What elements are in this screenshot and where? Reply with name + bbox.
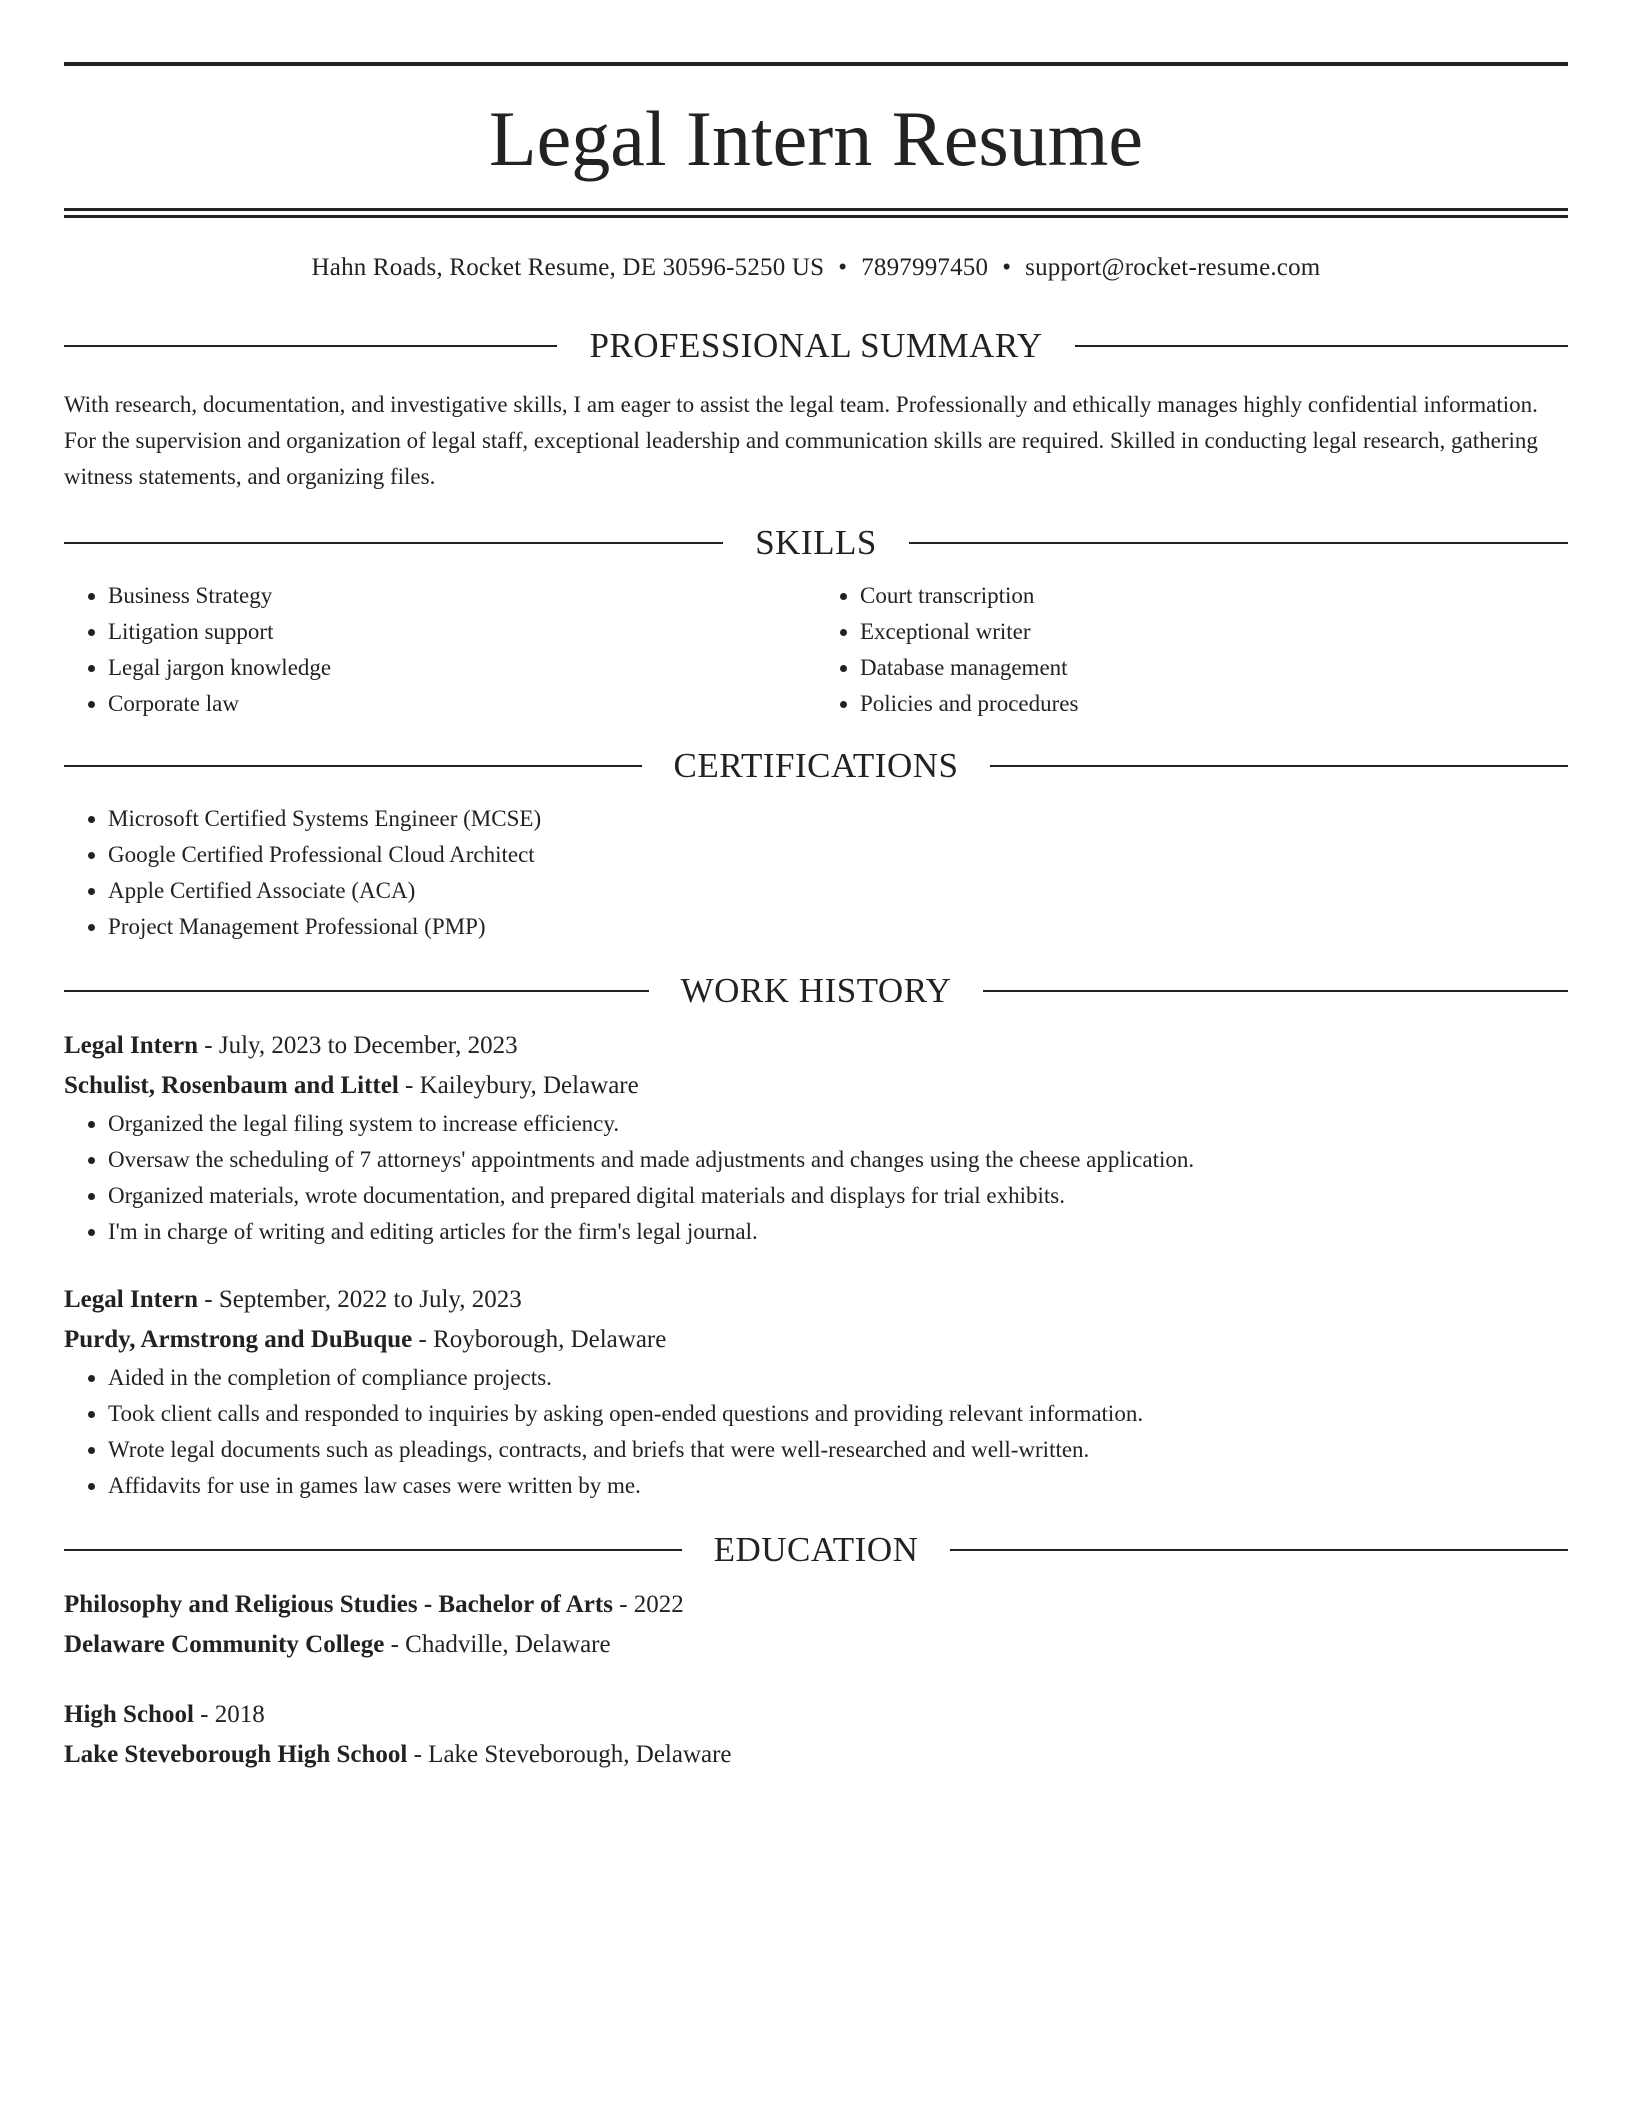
skill-item: • Court transcription (860, 578, 1568, 614)
education-school-line (64, 1625, 1568, 1665)
job-dates: - September, 2022 to July, 2023 (198, 1286, 522, 1313)
skill-item: • Corporate law (108, 686, 816, 722)
section-heading-education (64, 1532, 1568, 1567)
heading-rule (64, 1549, 682, 1551)
job-duty-item: • Affidavits for use in games law cases were written by me. (108, 1468, 1568, 1504)
education-location: - Chadville, Delaware (384, 1631, 611, 1658)
skill-item: • Database management (860, 650, 1568, 686)
job-duty-item: • Oversaw the scheduling of 7 attorneys' appointments and made adjustments and changes using the cheese application. (108, 1142, 1568, 1178)
education-heading: EDUCATION (713, 1530, 919, 1569)
section-heading-work (64, 973, 1568, 1008)
top-rule (64, 62, 1568, 66)
job-duty-item: • Aided in the completion of compliance projects. (108, 1360, 1568, 1396)
education-degree: High School (64, 1701, 194, 1728)
education-school: Lake Steveborough High School (64, 1741, 408, 1768)
job-duties-list (64, 1106, 1568, 1250)
job-entry (64, 1026, 1568, 1250)
job-company: Purdy, Armstrong and DuBuque (64, 1326, 413, 1353)
certification-item: • Project Management Professional (PMP) (108, 909, 1568, 945)
certification-item: • Microsoft Certified Systems Engineer (MCSE) (108, 801, 1568, 837)
heading-rule (909, 542, 1568, 544)
contact-email: support@rocket-resume.com (1025, 254, 1321, 281)
heading-rule (1075, 345, 1568, 347)
certifications-list (64, 801, 1568, 945)
skill-item: • Legal jargon knowledge (108, 650, 816, 686)
job-duty-item: • Took client calls and responded to inquiries by asking open-ended questions and providing relevant information. (108, 1396, 1568, 1432)
work-heading: WORK HISTORY (680, 971, 952, 1010)
job-duty-item: • I'm in charge of writing and editing articles for the firm's legal journal. (108, 1214, 1568, 1250)
heading-rule (64, 990, 649, 992)
skills-column-left (64, 578, 816, 722)
skill-item: • Policies and procedures (860, 686, 1568, 722)
skills-list-right (816, 578, 1568, 722)
education-location: - Lake Steveborough, Delaware (407, 1741, 732, 1768)
job-org-line (64, 1320, 1568, 1360)
skill-item: • Litigation support (108, 614, 816, 650)
job-entry (64, 1280, 1568, 1504)
job-duty-item: • Organized materials, wrote documentation, and prepared digital materials and displays for trial exhibits. (108, 1178, 1568, 1214)
job-title: Legal Intern (64, 1286, 199, 1313)
job-duty-item: • Wrote legal documents such as pleadings, contracts, and briefs that were well-researched and well-written. (108, 1432, 1568, 1468)
summary-text: With research, documentation, and investigative skills, I am eager to assist the legal team. Professionally and ethically manages highly confidential information. For the supervision and organization of legal staff, exceptional leadership and communication skills are required. Skilled in conducting legal research, gathering witness statements, and organizing files. (64, 392, 1538, 489)
job-title-line (64, 1280, 1568, 1320)
title-double-rule (64, 208, 1568, 218)
education-degree-line (64, 1585, 1568, 1625)
resume-title: Legal Intern Resume (488, 95, 1144, 182)
heading-rule (64, 765, 642, 767)
contact-line (64, 254, 1568, 282)
education-entry (64, 1585, 1568, 1665)
section-heading-certifications (64, 748, 1568, 783)
summary-heading: PROFESSIONAL SUMMARY (589, 326, 1043, 365)
job-location: - Royborough, Delaware (412, 1326, 667, 1353)
education-school: Delaware Community College (64, 1631, 385, 1658)
section-heading-summary (64, 328, 1568, 363)
skills-column-right (816, 578, 1568, 722)
education-school-line (64, 1735, 1568, 1775)
skills-grid (64, 578, 1568, 722)
job-dates: - July, 2023 to December, 2023 (198, 1032, 518, 1059)
contact-address: Hahn Roads, Rocket Resume, DE 30596-5250 US (311, 254, 825, 281)
education-year: - 2018 (193, 1701, 265, 1728)
job-duties-list (64, 1360, 1568, 1504)
skills-heading: SKILLS (755, 523, 877, 562)
certifications-heading: CERTIFICATIONS (673, 746, 959, 785)
heading-rule (983, 990, 1568, 992)
education-entry (64, 1695, 1568, 1775)
contact-separator: • (1002, 254, 1012, 281)
heading-rule (950, 1549, 1568, 1551)
skill-item: • Business Strategy (108, 578, 816, 614)
education-degree-line (64, 1695, 1568, 1735)
contact-phone: 7897997450 (861, 254, 989, 281)
job-org-line (64, 1066, 1568, 1106)
heading-rule (64, 542, 723, 544)
education-year: - 2022 (612, 1591, 684, 1618)
section-heading-skills (64, 525, 1568, 560)
job-company: Schulist, Rosenbaum and Littel (64, 1072, 399, 1099)
job-title: Legal Intern (64, 1032, 199, 1059)
heading-rule (64, 345, 557, 347)
heading-rule (990, 765, 1568, 767)
skill-item: • Exceptional writer (860, 614, 1568, 650)
education-degree: Philosophy and Religious Studies - Bachelor of Arts (64, 1591, 613, 1618)
certification-item: • Apple Certified Associate (ACA) (108, 873, 1568, 909)
job-title-line (64, 1026, 1568, 1066)
contact-separator: • (838, 254, 848, 281)
certification-item: • Google Certified Professional Cloud Architect (108, 837, 1568, 873)
job-duty-item: • Organized the legal filing system to increase efficiency. (108, 1106, 1568, 1142)
skills-list-left (64, 578, 816, 722)
job-location: - Kaileybury, Delaware (398, 1072, 639, 1099)
